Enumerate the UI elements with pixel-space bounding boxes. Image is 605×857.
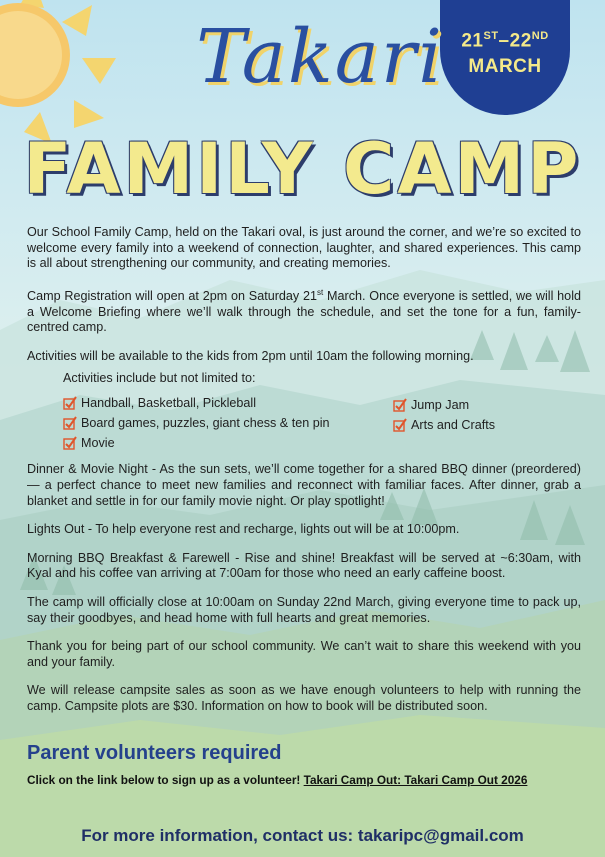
activities-column-1 xyxy=(63,393,330,453)
lights-out-paragraph: Lights Out - To help everyone rest and recharge, lights out will be at 10:00pm. xyxy=(27,522,460,537)
registration-paragraph: Camp Registration will open at 2pm on Saturday 21st March. Once everyone is settled, we will hold a Welcome Briefing where we’ll walk through the schedule, and set the tone for a fun, family-centred camp. xyxy=(27,287,581,335)
script-title: Takari xyxy=(196,14,444,100)
list-item: Arts and Crafts xyxy=(393,415,495,435)
intro-paragraph: Our School Family Camp, held on the Takari oval, is just around the corner, and we’re so excited to welcome every family into a weekend of connection, laughter, and shared experiences. This camp is all about strengthening our community, and creating memories. xyxy=(27,225,581,271)
checkmark-icon xyxy=(63,436,77,450)
volunteers-text: Click on the link below to sign up as a volunteer! xyxy=(27,773,304,787)
activities-time-paragraph: Activities will be available to the kids from 2pm until 10am the following morning. xyxy=(27,348,474,363)
date-range: 21ST–22ND xyxy=(461,30,549,52)
activities-list xyxy=(27,371,581,449)
volunteers-line xyxy=(27,773,527,787)
list-item: Jump Jam xyxy=(393,395,495,415)
dinner-paragraph: Dinner & Movie Night - As the sun sets, we’ll come together for a shared BBQ dinner (preordered) — a perfect chance to meet new families and reconnect with familiar faces. After dinner, grab a blanket and settle in for our family movie night. Or play spotlight! xyxy=(27,462,581,508)
closing-paragraph: The camp will officially close at 10:00am on Sunday 22nd March, giving everyone time to pack up, say their goodbyes, and head home with full hearts and great memories. xyxy=(27,594,581,625)
contact-footer[interactable]: For more information, contact us: takaripc@gmail.com xyxy=(81,826,524,845)
checkmark-icon xyxy=(63,396,77,410)
thanks-paragraph: Thank you for being part of our school community. We can’t wait to share this weekend with you and your family. xyxy=(27,639,581,669)
activities-intro: Activities include but not limited to: xyxy=(63,371,256,386)
list-item: Board games, puzzles, giant chess & ten pin xyxy=(63,413,330,433)
list-item: Movie xyxy=(63,433,330,453)
list-item: Handball, Basketball, Pickleball xyxy=(63,393,330,413)
checkmark-icon xyxy=(393,418,407,432)
breakfast-paragraph: Morning BBQ Breakfast & Farewell - Rise and shine! Breakfast will be served at ~6:30am, with Kyal and his coffee van arriving at 7:00am for those who need an early caffeine boost. xyxy=(27,550,581,581)
flyer-content xyxy=(27,225,581,727)
sun-icon xyxy=(0,0,116,144)
volunteer-signup-link[interactable]: Takari Camp Out: Takari Camp Out 2026 xyxy=(303,773,528,787)
campsite-paragraph: We will release campsite sales as soon as we have enough volunteers to help with running the camp. Campsite plots are $30. Information on how to book will be distributed soon. xyxy=(27,683,581,713)
activities-column-2 xyxy=(393,395,495,435)
checkmark-icon xyxy=(393,398,407,412)
main-title: FAMILY CAMP xyxy=(23,128,582,210)
volunteers-heading: Parent volunteers required xyxy=(27,742,282,764)
checkmark-icon xyxy=(63,416,77,430)
date-month: MARCH xyxy=(468,56,542,78)
